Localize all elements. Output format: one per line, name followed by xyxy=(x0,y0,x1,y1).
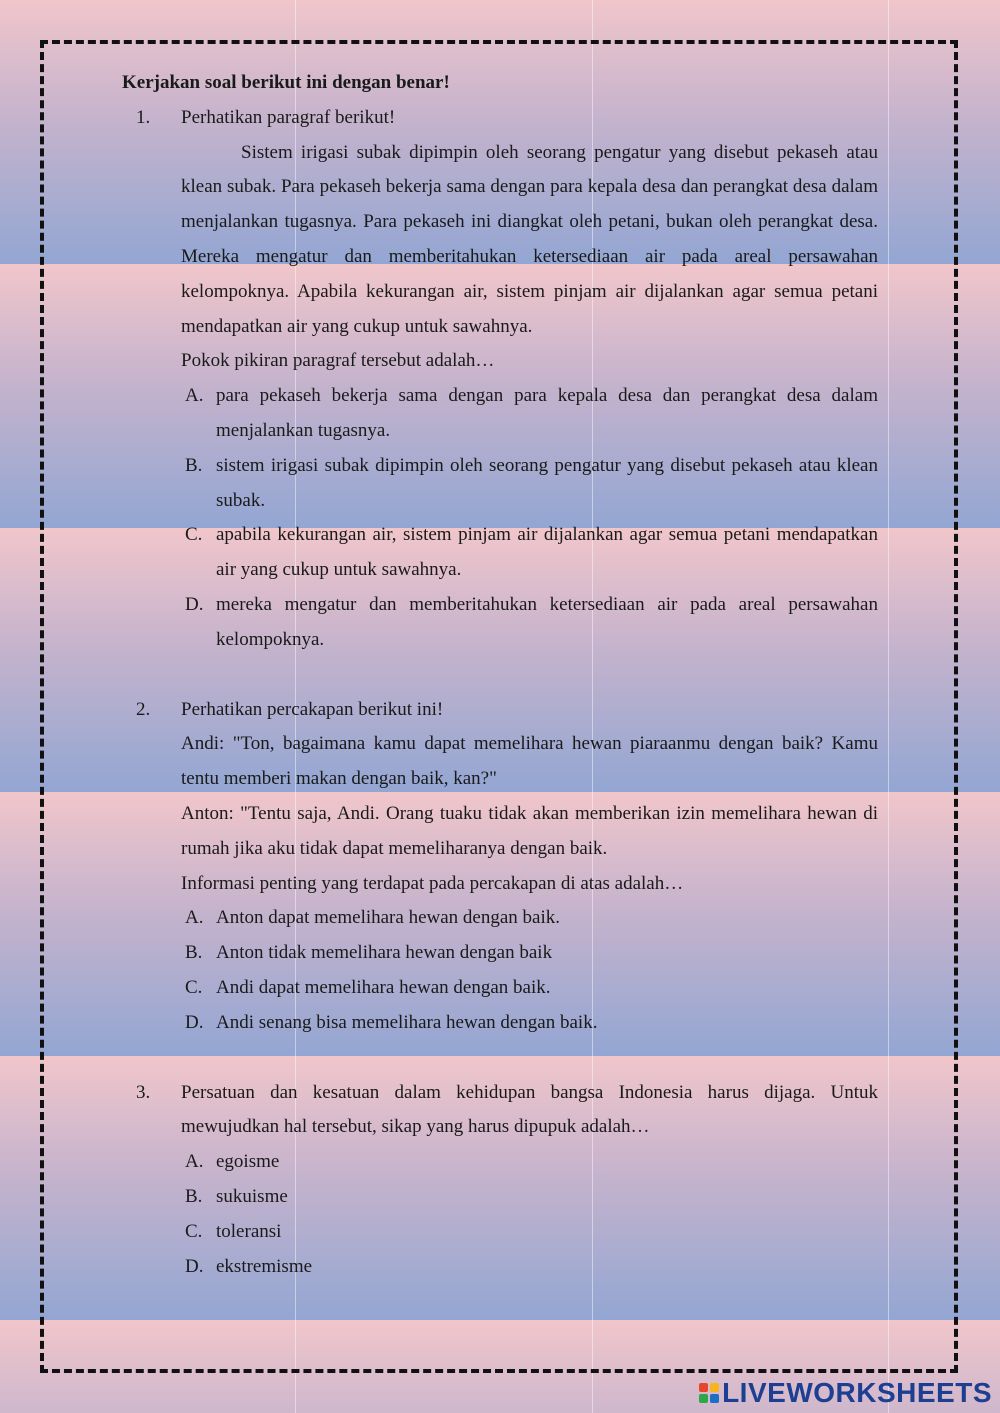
option-letter: D. xyxy=(185,593,204,615)
option-text: para pekaseh bekerja sama dengan para kepala desa dan perangkat desa dalam menjalankan tugasnya. xyxy=(216,385,878,441)
question-paragraph: Sistem irigasi subak dipimpin oleh seorang pengatur yang disebut pekaseh atau klean subak. Para pekaseh bekerja sama dengan para kepala desa dan perangkat desa dalam menjalankan tugasnya. Para pekaseh ini diangkat oleh petani, bukan oleh perangkat desa. Mereka mengatur dan memberitahukan ketersediaan air pada areal persawahan kelompoknya. Apabila kekurangan air, sistem pinjam air dijalankan agar semua petani mendapatkan air yang cukup untuk sawahnya. xyxy=(181,141,878,337)
option-text: ekstremisme xyxy=(216,1255,313,1277)
dialog-line-andi: Andi: "Ton, bagaimana kamu dapat memelihara hewan piaraanmu dengan baik? Kamu tentu memberi makan dengan baik, kan?" xyxy=(181,733,878,790)
answer-options xyxy=(181,901,878,1040)
option-letter: A. xyxy=(185,385,204,407)
liveworksheets-logo-icon xyxy=(699,1383,719,1403)
answer-options xyxy=(181,1145,878,1284)
instruction-heading: Kerjakan soal berikut ini dengan benar! xyxy=(122,72,450,93)
answer-options xyxy=(181,379,878,657)
answer-option-a[interactable] xyxy=(181,379,878,449)
option-text: sukuisme xyxy=(216,1185,288,1207)
option-text: mereka mengatur dan memberitahukan ketersediaan air pada areal persawahan kelompoknya. xyxy=(216,593,878,650)
worksheet-content xyxy=(122,66,878,1284)
answer-option-c[interactable] xyxy=(181,1215,878,1250)
logo-square-v xyxy=(699,1394,708,1403)
answer-option-b[interactable] xyxy=(181,936,878,971)
question-intro: Perhatikan percakapan berikut ini! xyxy=(181,698,444,720)
option-text: Anton tidak memelihara hewan dengan baik xyxy=(216,942,553,964)
logo-text: LIVEWORKSHEETS xyxy=(722,1377,992,1408)
question-intro: Persatuan dan kesatuan dalam kehidupan bangsa Indonesia harus dijaga. Untuk mewujudkan hal tersebut, sikap yang harus dipupuk adalah… xyxy=(181,1081,878,1138)
option-text: Andi dapat memelihara hewan dengan baik. xyxy=(216,976,551,998)
question-spacer xyxy=(122,1041,878,1076)
answer-option-a[interactable] xyxy=(181,1145,878,1180)
option-text: toleransi xyxy=(216,1220,282,1242)
question-intro: Perhatikan paragraf berikut! xyxy=(181,106,396,128)
question-3 xyxy=(122,1076,878,1285)
option-letter: C. xyxy=(185,976,203,998)
answer-option-a[interactable] xyxy=(181,901,878,936)
option-text: apabila kekurangan air, sistem pinjam air dijalankan agar semua petani mendapatkan air yang cukup untuk sawahnya. xyxy=(216,524,878,581)
liveworksheets-logo xyxy=(699,1379,992,1407)
question-spacer xyxy=(122,658,878,693)
option-letter: B. xyxy=(185,1185,203,1207)
option-letter: D. xyxy=(185,1011,204,1033)
option-letter: C. xyxy=(185,524,203,546)
question-number: 1. xyxy=(136,106,151,128)
answer-option-b[interactable] xyxy=(181,449,878,519)
question-1 xyxy=(122,101,878,658)
question-2 xyxy=(122,693,878,1041)
answer-option-d[interactable] xyxy=(181,1250,878,1285)
logo-square-e xyxy=(710,1394,719,1403)
logo-square-l xyxy=(699,1383,708,1392)
question-prompt: Pokok pikiran paragraf tersebut adalah… xyxy=(181,350,495,372)
question-number: 2. xyxy=(136,698,151,720)
question-number: 3. xyxy=(136,1081,151,1103)
option-letter: A. xyxy=(185,907,204,929)
option-text: egoisme xyxy=(216,1151,280,1173)
logo-square-i xyxy=(710,1383,719,1392)
option-text: Anton dapat memelihara hewan dengan baik. xyxy=(216,907,560,929)
option-letter: A. xyxy=(185,1151,204,1173)
answer-option-d[interactable] xyxy=(181,1006,878,1041)
option-letter: D. xyxy=(185,1255,204,1277)
answer-option-d[interactable] xyxy=(181,588,878,658)
option-text: Andi senang bisa memelihara hewan dengan baik. xyxy=(216,1011,598,1033)
answer-option-b[interactable] xyxy=(181,1180,878,1215)
option-text: sistem irigasi subak dipimpin oleh seorang pengatur yang disebut pekaseh atau klean subak. xyxy=(216,454,878,511)
answer-option-c[interactable] xyxy=(181,518,878,588)
question-prompt: Informasi penting yang terdapat pada percakapan di atas adalah… xyxy=(181,872,684,894)
option-letter: C. xyxy=(185,1220,203,1242)
dialog-line-anton: Anton: "Tentu saja, Andi. Orang tuaku tidak akan memberikan izin memelihara hewan di rumah jika aku tidak dapat memeliharanya dengan baik. xyxy=(181,802,878,859)
option-letter: B. xyxy=(185,942,203,964)
answer-option-c[interactable] xyxy=(181,971,878,1006)
option-letter: B. xyxy=(185,454,203,476)
